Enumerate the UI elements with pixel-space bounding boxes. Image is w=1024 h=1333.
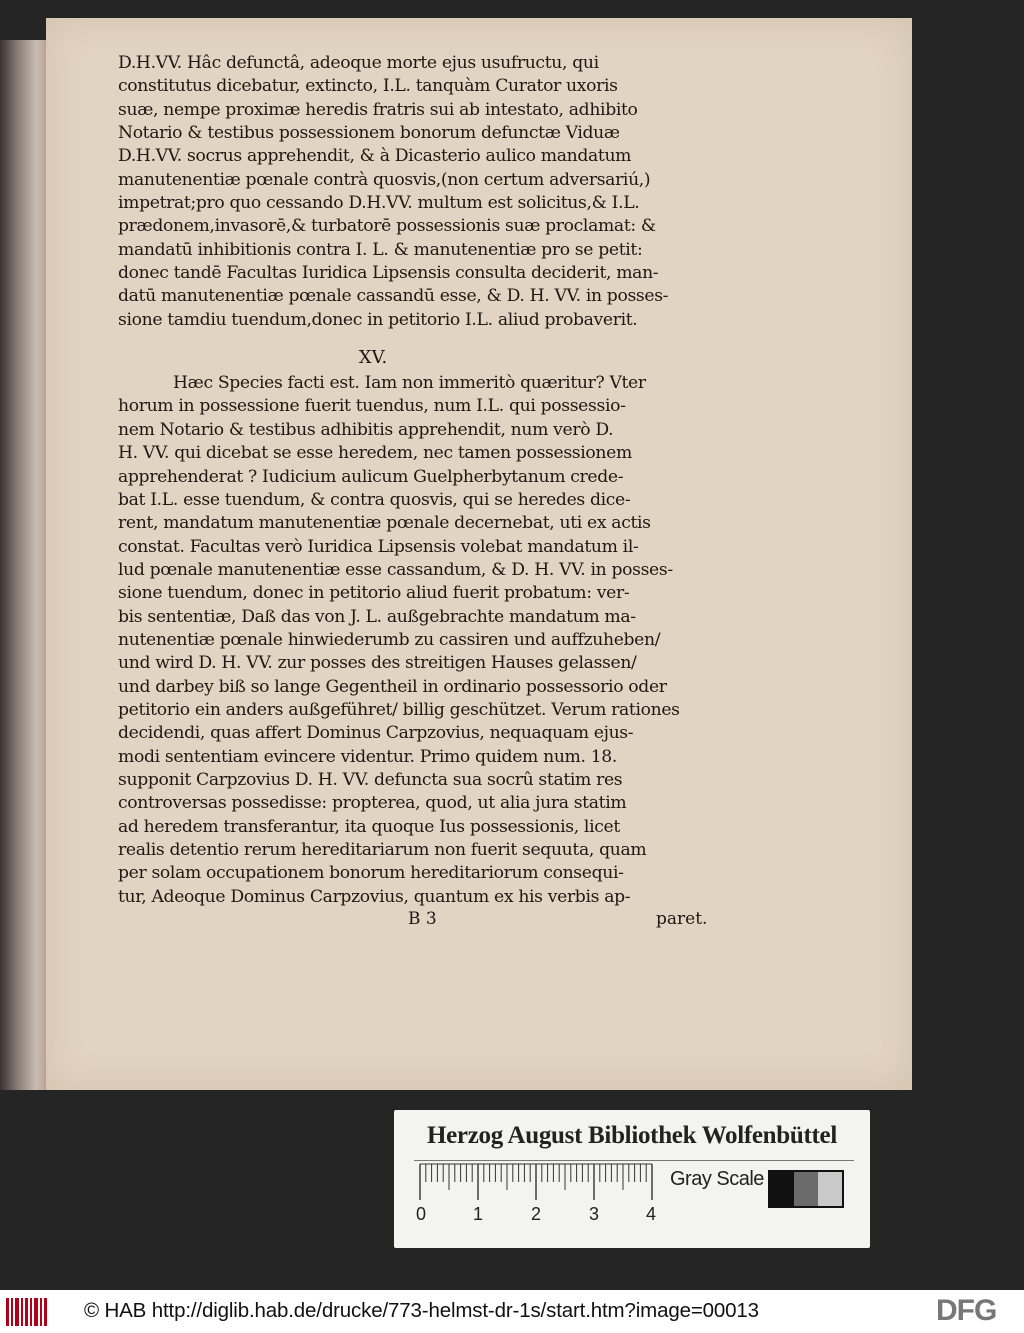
text-line: H. VV. qui dicebat se esse heredem, nec tamen possessionem [118,443,632,464]
text-line: suæ, nempe proximæ heredis fratris sui ab intestato, adhibito [118,99,638,120]
ruler-number-4: 4 [646,1204,657,1224]
text-line: horum in possessione fuerit tuendus, num I.L. qui possessio- [118,396,626,417]
text-line: mandatū inhibitionis contra I. L. & manutenentiæ pro se petit: [118,239,643,260]
library-name: Herzog August Bibliothek Wolfenbüttel [426,1122,837,1149]
text-line: constat. Facultas verò Iuridica Lipsensis volebat mandatum il- [118,536,639,557]
signature-mark: B 3 [408,909,437,930]
ruler-number-2: 2 [531,1204,542,1224]
paragraph-before-heading [118,52,718,332]
text-line: und darbey biß so lange Gegentheil in ordinario possessorio oder [118,676,667,697]
gray-swatch-mid [794,1172,818,1206]
gray-swatch-dark [770,1172,794,1206]
text-line: constitutus dicebatur, extincto, I.L. tanquàm Curator uxoris [118,76,618,97]
text-line: donec tandē Facultas Iuridica Lipsensis consulta deciderit, man- [118,263,659,284]
text-line: sione tamdiu tuendum,donec in petitorio I.L. aliud probaverit. [118,309,638,330]
label-divider [414,1160,854,1161]
text-line: manutenentiæ pœnale contrà quosvis,(non certum adversariú,) [118,169,651,190]
text-line: sione tuendum, donec in petitorio aliud fuerit probatum: ver- [118,583,630,604]
ruler-scale [416,1162,656,1208]
gray-scale-label: Gray Scale [670,1168,764,1190]
text-line: prædonem,invasorē,& turbatorē possessionis suæ proclamat: & [118,216,656,237]
text-line: bis sententiæ, Daß das von J. L. außgebrachte mandatum ma- [118,606,636,627]
ruler-number-0: 0 [416,1204,427,1224]
text-line: petitorio ein anders außgeführet/ billig geschützet. Verum rationes [118,699,680,720]
library-color-card [394,1110,870,1248]
barcode-icon [6,1298,48,1326]
page-text [118,52,718,935]
ruler-number-1: 1 [473,1204,484,1224]
ruler-number-3: 3 [589,1204,600,1224]
text-line: modi sententiam evincere videntur. Primo quidem num. 18. [118,746,617,767]
text-line: nutenentiæ pœnale hinwiederumb zu cassiren und auffzuheben/ [118,629,661,650]
text-line: realis detentio rerum hereditariarum non fuerit sequuta, quam [118,840,647,860]
gray-scale-swatches [768,1170,844,1208]
text-line: bat I.L. esse tuendum, & contra quosvis, qui se heredes dice- [118,489,631,510]
text-line: D.H.VV. socrus apprehendit, & à Dicasterio aulico mandatum [118,146,632,167]
text-line: per solam occupationem bonorum hereditariorum consequi- [118,863,624,884]
citation-link[interactable]: © HAB http://diglib.hab.de/drucke/773-helmst-dr-1s/start.htm?image=00013 [84,1299,759,1322]
text-line: datū manutenentiæ pœnale cassandū esse, & D. H. VV. in posses- [118,286,669,307]
text-line: impetrat;pro quo cessando D.H.VV. multum est solicitus,& I.L. [118,193,640,214]
catchword: paret. [656,909,708,930]
text-line: nem Notario & testibus adhibitis apprehendit, num verò D. [118,419,614,440]
text-line: D.H.VV. Hâc defunctâ, adeoque morte ejus usufructu, qui [118,53,599,73]
text-line: ad heredem transferantur, ita quoque Ius possessionis, licet [118,816,620,837]
text-line: rent, mandatum manutenentiæ pœnale decernebat, uti ex actis [118,513,651,534]
section-heading: XV. [358,347,388,369]
paragraph-after-heading [118,372,718,909]
viewer-footer [0,1290,1024,1333]
text-line: und wird D. H. VV. zur posses des streitigen Hauses gelassen/ [118,653,637,674]
text-line: Notario & testibus possessionem bonorum defunctæ Viduæ [118,123,620,144]
text-line: supponit Carpzovius D. H. VV. defuncta sua socrû statim res [118,769,623,790]
text-line: decidendi, quas affert Dominus Carpzovius, nequaquam ejus- [118,723,634,744]
page-footer-row [118,909,718,935]
text-line: tur, Adeoque Dominus Carpzovius, quantum ex his verbis ap- [118,886,631,907]
text-line: Hæc Species facti est. Iam non immeritò quæritur? Vter [173,373,646,394]
gray-swatch-light [818,1172,842,1206]
text-line: apprehenderat ? Iudicium aulicum Guelpherbytanum crede- [118,466,624,487]
text-line: controversas possedisse: propterea, quod, ut alia jura statim [118,793,627,814]
dfg-logo: DFG [936,1294,997,1327]
text-line: lud pœnale manutenentiæ esse cassandum, & D. H. VV. in posses- [118,559,673,580]
